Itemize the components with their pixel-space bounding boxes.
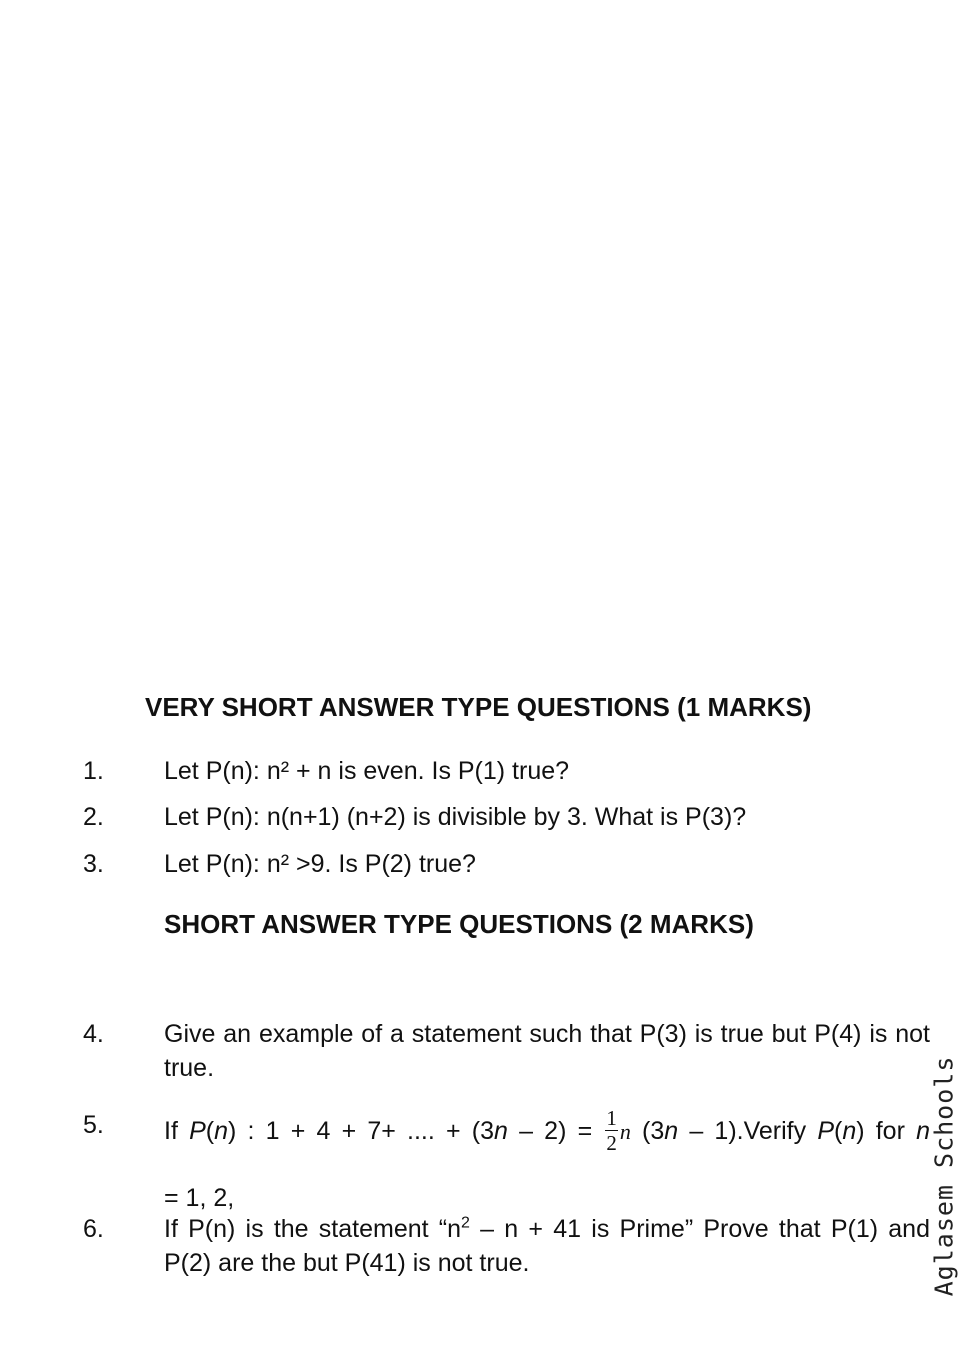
text-run: If P(n) is the statement “n (164, 1215, 462, 1243)
text-run: P (817, 1117, 834, 1146)
text-run: ( (834, 1117, 843, 1146)
text-run: If (164, 1117, 190, 1146)
text-run: ) : 1 + 4 + 7+ .... + (3 (228, 1117, 494, 1146)
text-run: n (664, 1117, 679, 1146)
text-run: P (189, 1117, 206, 1146)
question-number: 6. (83, 1215, 104, 1243)
fraction-one-half (605, 1106, 618, 1155)
fraction-numerator: 1 (606, 1106, 617, 1130)
text-run: ) for (856, 1117, 917, 1146)
text-run: n (916, 1117, 930, 1146)
question-number: 4. (83, 1020, 104, 1048)
section-heading-very-short: VERY SHORT ANSWER TYPE QUESTIONS (1 MARKS) (145, 692, 812, 722)
fraction-denominator: 2 (606, 1131, 617, 1155)
question-text (164, 1108, 930, 1215)
question-number: 1. (83, 757, 104, 785)
math-variable: n (619, 1119, 631, 1145)
text-run: – 2) = (507, 1117, 604, 1146)
question-number: 2. (83, 803, 104, 831)
text-run: n (842, 1117, 857, 1146)
text-run: (3 (630, 1117, 665, 1146)
text-run: n (494, 1117, 508, 1146)
question-text: Let P(n): n² + n is even. Is P(1) true? (164, 757, 570, 785)
question-text: Give an example of a statement such that P(3) is true but P(4) is not true. (164, 1020, 930, 1082)
question-number: 5. (83, 1111, 104, 1139)
watermark: Aglasem Schools (929, 1055, 959, 1297)
question-line-1 (164, 1108, 930, 1157)
question-text (164, 1212, 930, 1280)
text-run: ( (205, 1117, 215, 1146)
question-text: Let P(n): n(n+1) (n+2) is divisible by 3. What is P(3)? (164, 803, 747, 831)
question-line-2: = 1, 2, (164, 1184, 235, 1212)
question-number: 3. (83, 850, 104, 878)
superscript: 2 (461, 1214, 470, 1232)
text-run: n (214, 1117, 228, 1146)
question-text: Let P(n): n² >9. Is P(2) true? (164, 850, 476, 878)
text-run: – n + 41 is Prime” Prove that P(1) and P(2) are the but P(41) is not true. (164, 1215, 930, 1277)
text-run: – 1).Verify (678, 1117, 818, 1146)
section-heading-short: SHORT ANSWER TYPE QUESTIONS (2 MARKS) (164, 909, 754, 939)
